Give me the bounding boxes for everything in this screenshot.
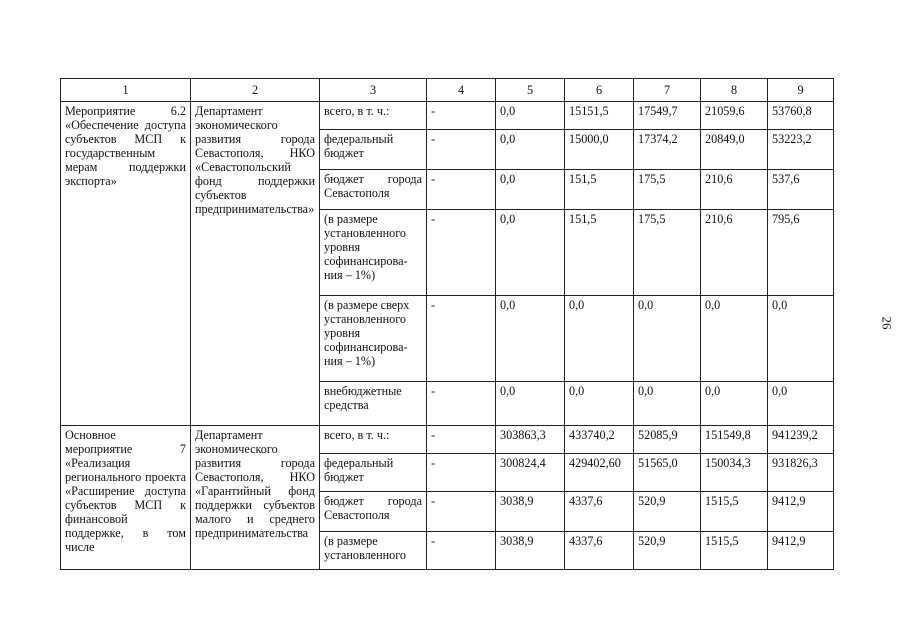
table-cell: 0,0 [496,170,565,210]
table-cell: 0,0 [768,382,834,426]
column-header: 7 [634,79,701,102]
funding-source: бюджет города Севастополя [320,492,427,532]
table-cell: - [427,426,496,454]
table-cell: 0,0 [496,130,565,170]
table-cell: 17374,2 [634,130,701,170]
table-cell: 21059,6 [701,102,768,130]
column-header: 2 [191,79,320,102]
column-header: 6 [565,79,634,102]
table-cell: - [427,130,496,170]
table-cell: 53223,2 [768,130,834,170]
table-cell: 150034,3 [701,454,768,492]
table-cell: 520,9 [634,532,701,570]
table-cell: 0,0 [565,382,634,426]
funding-source: федеральный бюджет [320,454,427,492]
table-cell: 53760,8 [768,102,834,130]
table-cell: 931826,3 [768,454,834,492]
funding-source: (в размере установленного [320,532,427,570]
table-cell: - [427,170,496,210]
measure-executor: Департамент экономического развития города Севастополя, НКО «Севастопольский фонд поддержки субъектов предпринимательства» [191,102,320,426]
column-header: 9 [768,79,834,102]
funding-source: (в размере установленного уровня софинансирова-ния – 1%) [320,210,427,296]
table-cell: 433740,2 [565,426,634,454]
table-cell: 300824,4 [496,454,565,492]
column-header: 1 [61,79,191,102]
table-cell: 0,0 [701,296,768,382]
table-row [61,102,834,130]
table-cell: - [427,102,496,130]
table-cell: - [427,382,496,426]
funding-source: бюджет города Севастополя [320,170,427,210]
funding-source: внебюджетные средства [320,382,427,426]
funding-source: (в размере сверх установленного уровня софинансирова-ния – 1%) [320,296,427,382]
page-number: 26 [879,316,895,330]
table-cell: 151549,8 [701,426,768,454]
budget-table [60,78,834,570]
table-cell: 3038,9 [496,492,565,532]
table-cell: 520,9 [634,492,701,532]
column-header: 8 [701,79,768,102]
table-cell: 1515,5 [701,492,768,532]
column-header: 4 [427,79,496,102]
table-cell: 9412,9 [768,492,834,532]
table-cell: 3038,9 [496,532,565,570]
column-header: 5 [496,79,565,102]
table-cell: 429402,60 [565,454,634,492]
table-cell: 0,0 [496,210,565,296]
measure-executor: Департамент экономического развития города Севастополя, НКО «Гарантийный фонд поддержки субъектов малого и среднего предпринимательства [191,426,320,570]
table-cell: 210,6 [701,170,768,210]
table-cell: 51565,0 [634,454,701,492]
table-cell: 4337,6 [565,532,634,570]
table-cell: 0,0 [701,382,768,426]
column-header: 3 [320,79,427,102]
table-cell: 0,0 [496,102,565,130]
table-cell: - [427,492,496,532]
table-cell: 537,6 [768,170,834,210]
table-cell: 15151,5 [565,102,634,130]
table-cell: 0,0 [496,296,565,382]
table-cell: 17549,7 [634,102,701,130]
table-cell: 0,0 [565,296,634,382]
table-cell: 9412,9 [768,532,834,570]
column-header-row [61,79,834,102]
table-cell: 52085,9 [634,426,701,454]
table-cell: 795,6 [768,210,834,296]
table-cell: 15000,0 [565,130,634,170]
table-cell: 0,0 [634,382,701,426]
table-cell: 151,5 [565,210,634,296]
table-cell: 20849,0 [701,130,768,170]
table-cell: 0,0 [634,296,701,382]
table-cell: 151,5 [565,170,634,210]
table-cell: 941239,2 [768,426,834,454]
table-cell: 0,0 [768,296,834,382]
funding-source: федеральный бюджет [320,130,427,170]
table-cell: 175,5 [634,170,701,210]
table-cell: - [427,454,496,492]
table-cell: 0,0 [496,382,565,426]
table-cell: 303863,3 [496,426,565,454]
table-cell: - [427,210,496,296]
table-row [61,426,834,454]
funding-source: всего, в т. ч.: [320,102,427,130]
funding-source: всего, в т. ч.: [320,426,427,454]
measure-name: Основное мероприятие 7 «Реализация регионального проекта «Расширение доступа субъектов МСП к финансовой поддержке, в том числе [61,426,191,570]
table-cell: - [427,532,496,570]
table-cell: 4337,6 [565,492,634,532]
table-cell: 1515,5 [701,532,768,570]
table-cell: - [427,296,496,382]
table-cell: 210,6 [701,210,768,296]
table-cell: 175,5 [634,210,701,296]
measure-name: Мероприятие 6.2 «Обеспечение доступа субъектов МСП к государственным мерам поддержки экспорта» [61,102,191,426]
